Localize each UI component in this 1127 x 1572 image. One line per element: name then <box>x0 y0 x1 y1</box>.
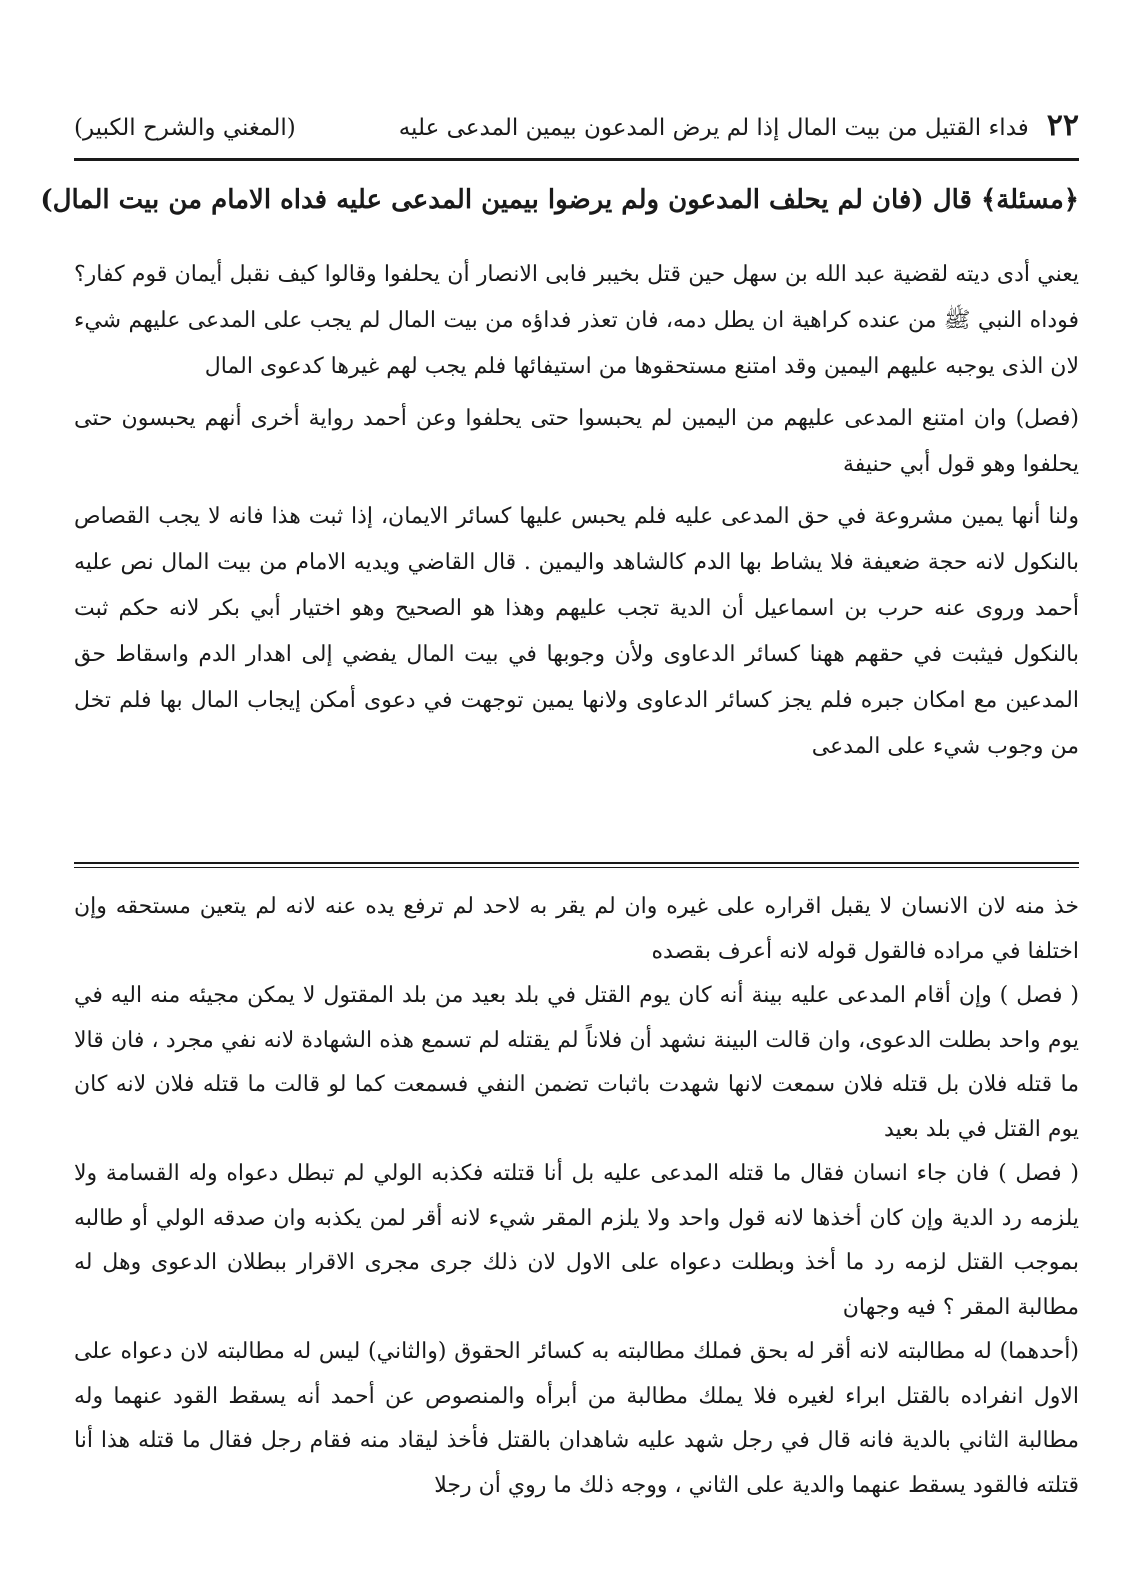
page-header <box>74 108 1079 143</box>
lower-paragraph: خذ منه لان الانسان لا يقبل اقراره على غيره وان لم يقر به لاحد لم ترفع يده عنه لانه لم يتعين مستحقه وإن اختلفا في مراده فالقول قوله لانه أعرف بقصده <box>74 894 1079 964</box>
running-title: فداء القتيل من بيت المال إذا لم يرض المدعون بيمين المدعى عليه <box>398 115 1029 141</box>
section-divider-thin <box>74 867 1079 868</box>
lower-paragraph: ( فصل ) فان جاء انسان فقال ما قتله المدعى عليه بل أنا قتلته فكذبه الولي لم تبطل دعواه وله القسامة ولا يلزمه رد الدية وإن كان أخذها لانه قول واحد ولا يلزم المقر شيء لانه أقر لمن يكذبه وان صدقه الولي أو طالبه بموجب القتل لزمه رد ما أخذ وبطلت دعواه على الاول لان ذلك جرى مجرى الاقرار ببطلان الدعوى وهل له مطالبة المقر ؟ فيه وجهان <box>74 1161 1079 1320</box>
masala-heading: ﴿مسئلة﴾ قال (فان لم يحلف المدعون ولم يرضوا بيمين المدعى عليه فداه الامام من بيت المال) <box>40 185 1079 215</box>
main-paragraph: (فصل) وان امتنع المدعى عليهم من اليمين لم يحبسوا حتى يحلفوا وعن أحمد رواية أخرى أنهم يحبسون حتى يحلفوا وهو قول أبي حنيفة <box>74 406 1079 477</box>
book-title: (المغني والشرح الكبير) <box>74 115 296 141</box>
main-text <box>74 252 1079 776</box>
page-number: ٢٢ <box>1046 108 1079 143</box>
lower-paragraph: (أحدهما) له مطالبته لانه أقر له بحق فملك مطالبته به كسائر الحقوق (والثاني) ليس له مطالبته لان دعواه على الاول انفراده بالقتل ابراء لغيره فلا يملك مطالبة من أبرأه والمنصوص عن أحمد أنه يسقط القود عنهما وله مطالبة الثاني بالدية فانه قال في رجل شهد عليه شاهدان بالقتل فأخذ ليقاد منه فقام رجل فقال ما قتله هذا أنا قتلته فالقود يسقط عنهما والدية على الثاني ، ووجه ذلك ما روي أن رجلا <box>74 1339 1079 1498</box>
main-paragraph: ولنا أنها يمين مشروعة في حق المدعى عليه فلم يحبس عليها كسائر الايمان، إذا ثبت هذا فانه لا يجب القصاص بالنكول لانه حجة ضعيفة فلا يشاط بها الدم كالشاهد واليمين . قال القاضي ويديه الامام من بيت المال نص عليه أحمد وروى عنه حرب بن اسماعيل أن الدية تجب عليهم وهذا هو الصحيح وهو اختيار أبي بكر لانه حكم ثبت بالنكول فيثبت في حقهم ههنا كسائر الدعاوى ولأن وجوبها في بيت المال يفضي إلى اهدار الدم واسقاط حق المدعين مع امكان جبره فلم يجز كسائر الدعاوى ولانها يمين توجهت في دعوى أمكن إيجاب المال بها فلم تخل من وجوب شيء على المدعى <box>74 504 1079 759</box>
lower-paragraph: ( فصل ) وإن أقام المدعى عليه بينة أنه كان يوم القتل في بلد بعيد من بلد المقتول لا يمكن مجيئه منه اليه في يوم واحد بطلت الدعوى، وان قالت البينة نشهد أن فلاناً لم يقتله لم تسمع هذه الشهادة لانه نفي مجرد ، فان قالا ما قتله فلان بل قتله فلان سمعت لانها شهدت باثبات تضمن النفي فسمعت كما لو قالت ما قتله فلان لانه كان يوم القتل في بلد بعيد <box>74 983 1079 1142</box>
section-divider <box>74 862 1079 864</box>
main-paragraph: يعني أدى ديته لقضية عبد الله بن سهل حين قتل بخيبر فابى الانصار أن يحلفوا وقالوا كيف نقبل أيمان قوم كفار؟ فوداه النبي ﷺ من عنده كراهية ان يطل دمه، فان تعذر فداؤه من بيت المال لم يجب على المدعى عليهم شيء لان الذى يوجبه عليهم اليمين وقد امتنع مستحقوها من استيفائها فلم يجب لهم غيرها كدعوى المال <box>74 262 1079 379</box>
header-rule <box>74 158 1079 161</box>
lower-text <box>74 885 1079 1508</box>
